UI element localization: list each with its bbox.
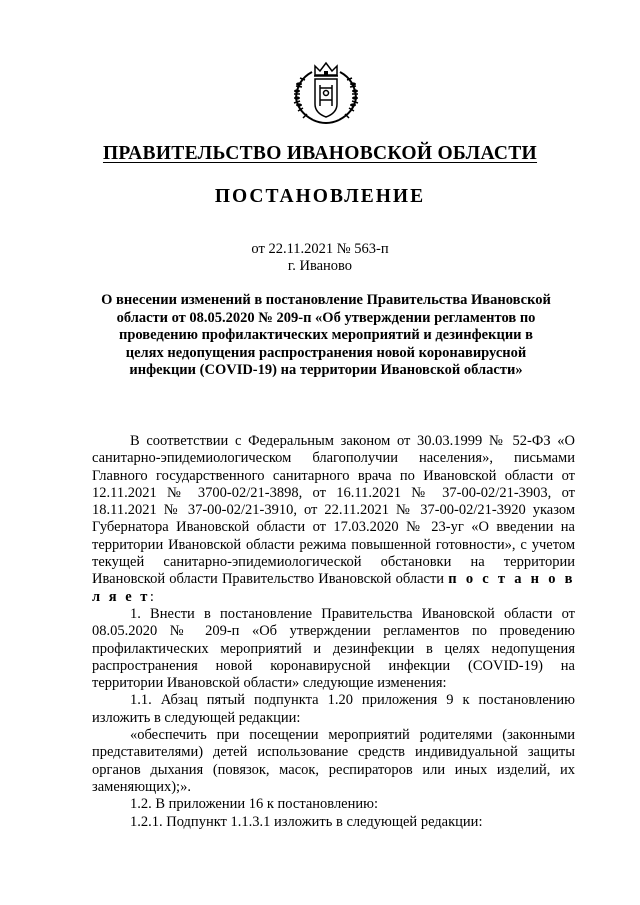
document-title: О внесении изменений в постановление Правительства Ивановской области от 08.05.2020 № 209-п «Об утверждении регламентов по проведению профилактических мероприятий и дезинфекции в целях недопущения распространения новой коронавирусной инфекции (COVID-19) на территории Ивановской области» [101, 292, 551, 378]
item-1-2: 1.2. В приложении 16 к постановлению: [130, 796, 379, 813]
item-1-1: 1.1. Абзац пятый подпункта 1.20 приложения 9 к постановлению изложить в следующей редакции: [92, 692, 575, 726]
item-1-2-1: 1.2.1. Подпункт 1.1.3.1 изложить в следующей редакции: [130, 813, 483, 830]
document-type: ПОСТАНОВЛЕНИЕ [214, 186, 426, 207]
date-number-block [0, 241, 640, 275]
item-1: 1. Внести в постановление Правительства Ивановской области от 08.05.2020 № 209-п «Об утверждении регламентов по проведению профилактических мероприятий и дезинфекции в целях недопущения распространения новой коронавирусной инфекции (COVID-19) на территории Ивановской области» следующие изменения: [92, 605, 575, 692]
date-number: от 22.11.2021 № 563-п [251, 241, 389, 257]
resolves-colon: : [149, 588, 154, 605]
preamble-paragraph [92, 433, 575, 606]
preamble-text: В соответствии с Федеральным законом от 30.03.1999 № 52-ФЗ «О санитарно-эпидемиологическом благополучии населения», письмами Главного государственного санитарного врача по Ивановской области от 12.11.2021 № 3700-02/21-3898, от 16.11.2021 № 37-00-02/21-3903, от 18.11.2021 № 37-00-02/21-3910, от 22.11.2021 № 37-00-02/21-3920 указом Губернатора Ивановской области от 17.03.2020 № 23-уг «О введении на территории Ивановской области режима повышенной готовности», с учетом текущей санитарно-эпидемиологической обстановки на территории Ивановской области Правительство Ивановской области [92, 433, 575, 588]
quoted-text: «обеспечить при посещении мероприятий родителями (законными представителями) детей использование средств индивидуальной защиты органов дыхания (повязок, масок, респираторов или иных изделий, их заменяющих);». [92, 727, 575, 795]
city: г. Иваново [287, 258, 353, 274]
ivanovo-coat-of-arms-icon [285, 60, 367, 128]
organization-name: ПРАВИТЕЛЬСТВО ИВАНОВСКОЙ ОБЛАСТИ [102, 143, 538, 164]
resolves-word: п о с т а н о в л я е т [92, 571, 575, 605]
document-body [92, 433, 575, 831]
